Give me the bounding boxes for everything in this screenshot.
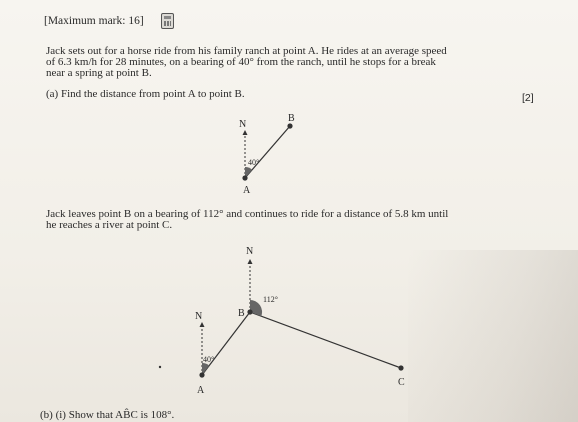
point-b-dot-1	[287, 123, 292, 128]
question-a-marks: [2]	[522, 92, 534, 104]
point-b-label-1: B	[288, 113, 295, 124]
north-arrow-1	[243, 130, 248, 135]
angle-112-label: 112°	[263, 295, 278, 304]
north-arrow-a	[200, 322, 205, 327]
point-b-dot-2	[247, 309, 252, 314]
intro-line-3: near a spring at point B.	[46, 67, 152, 79]
intro-line-2: of 6.3 km/h for 28 minutes, on a bearing of 40° from the ranch, until he stops for a break	[46, 56, 436, 68]
question-b-i: (b) (i) Show that AB̂C is 108°.	[40, 409, 175, 421]
point-a-label-1: A	[243, 185, 251, 196]
angle-label-1: 40°	[248, 158, 260, 167]
question-a: (a) Find the distance from point A to point B.	[46, 88, 245, 100]
part2-line-2: he reaches a river at point C.	[46, 219, 173, 231]
segment-bc	[250, 312, 401, 368]
point-b-label-2: B	[238, 308, 245, 319]
intro-line-1: Jack sets out for a horse ride from his family ranch at point A. He rides at an average speed	[46, 45, 447, 57]
north-label-a: N	[195, 311, 203, 322]
point-c-dot	[398, 365, 403, 370]
point-a-label-2: A	[197, 385, 205, 396]
maximum-mark-header: [Maximum mark: 16]	[44, 15, 144, 27]
stray-mark	[159, 366, 161, 368]
point-a-dot-1	[242, 175, 247, 180]
part2-line-1: Jack leaves point B on a bearing of 112° and continues to ride for a distance of 5.8 km until	[46, 208, 449, 220]
north-label-1: N	[239, 119, 247, 130]
north-label-b: N	[246, 246, 254, 257]
diagram-1	[239, 113, 295, 196]
point-c-label: C	[398, 377, 405, 388]
point-a-dot-2	[199, 372, 204, 377]
north-arrow-b	[248, 259, 253, 264]
angle-40-label-2: 40°	[203, 355, 215, 364]
diagram-2	[195, 246, 405, 396]
